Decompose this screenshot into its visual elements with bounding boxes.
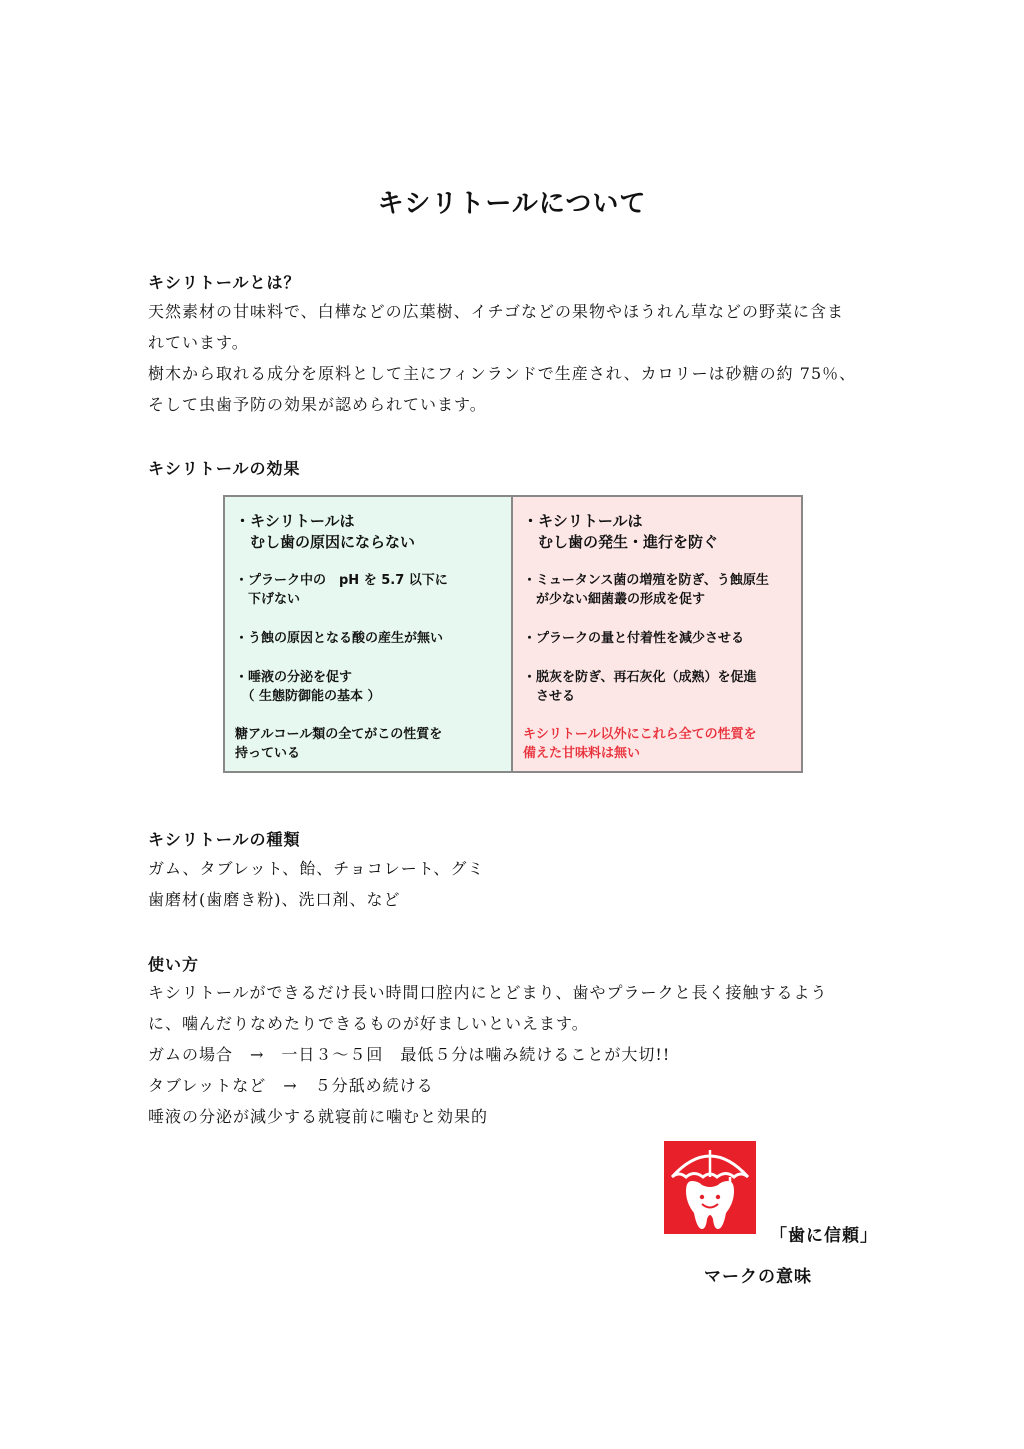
column-footnote-emphasis: キシリトール以外にこれら全ての性質を 備えた甘味料は無い bbox=[523, 727, 757, 761]
body-line: に、噛んだりなめたりできるものが好ましいといえます。 bbox=[148, 1014, 589, 1033]
section-heading-what-is: キシリトールとは？ bbox=[148, 273, 301, 292]
page-title: キシリトールについて bbox=[377, 189, 647, 219]
body-line: キシリトールができるだけ長い時間口腔内にとどまり、歯やプラークと長く接触するよう bbox=[148, 983, 828, 1002]
section-body-types bbox=[148, 853, 888, 915]
column-item: ・プラークの量と付着性を減少させる bbox=[523, 631, 745, 646]
body-line: 唾液の分泌が減少する就寝前に噛むと効果的 bbox=[148, 1107, 489, 1126]
section-heading-effects: キシリトールの効果 bbox=[148, 459, 301, 478]
column-item: ・脱灰を防ぎ、再石灰化（成熟）を促進 させる bbox=[523, 670, 757, 704]
column-item: ・唾液の分泌を促す （ 生態防御能の基本 ） bbox=[235, 670, 381, 704]
column-item: ・う蝕の原因となる酸の産生が無い bbox=[235, 631, 444, 646]
body-line: 天然素材の甘味料で、白樺などの広葉樹、イチゴなどの果物やほうれん草などの野菜に含ま bbox=[148, 302, 845, 321]
column-heading: ・キシリトールは むし歯の原因にならない bbox=[235, 512, 416, 551]
body-line: 樹木から取れる成分を原料として主にフィンランドで生産され、カロリーは砂糖の約 75％、 bbox=[148, 364, 857, 383]
tooth-umbrella-icon bbox=[664, 1141, 756, 1234]
column-footnote: 糖アルコール類の全てがこの性質を 持っている bbox=[235, 727, 443, 761]
column-item: ・ミュータンス菌の増殖を防ぎ、う蝕原生 が少ない細菌叢の形成を促す bbox=[523, 573, 769, 607]
section-heading-types: キシリトールの種類 bbox=[148, 830, 301, 849]
body-line: ガムの場合 → 一日３～５回 最低５分は噛み続けることが大切!! bbox=[148, 1045, 671, 1064]
body-line: れています。 bbox=[148, 333, 249, 352]
body-line: ガム、タブレット、飴、チョコレート、グミ bbox=[148, 859, 485, 878]
section-body-usage bbox=[148, 977, 888, 1132]
column-heading: ・キシリトールは むし歯の発生・進行を防ぐ bbox=[523, 512, 719, 551]
logo-caption-title: 「歯に信頼」 bbox=[770, 1226, 878, 1246]
effects-column-right bbox=[513, 497, 801, 771]
column-item: ・プラーク中の pH を 5.7 以下に 下げない bbox=[235, 573, 448, 607]
body-line: 歯磨材(歯磨き粉)、洗口剤、など bbox=[148, 890, 401, 909]
body-line: そして虫歯予防の効果が認められています。 bbox=[148, 395, 487, 414]
logo-caption-subtitle: マークの意味 bbox=[704, 1267, 812, 1287]
section-body-what-is bbox=[148, 296, 888, 420]
body-line: タブレットなど → ５分舐め続ける bbox=[148, 1076, 434, 1095]
effects-column-left bbox=[225, 497, 513, 771]
section-heading-usage: 使い方 bbox=[148, 955, 200, 974]
effects-comparison-box bbox=[223, 495, 803, 773]
